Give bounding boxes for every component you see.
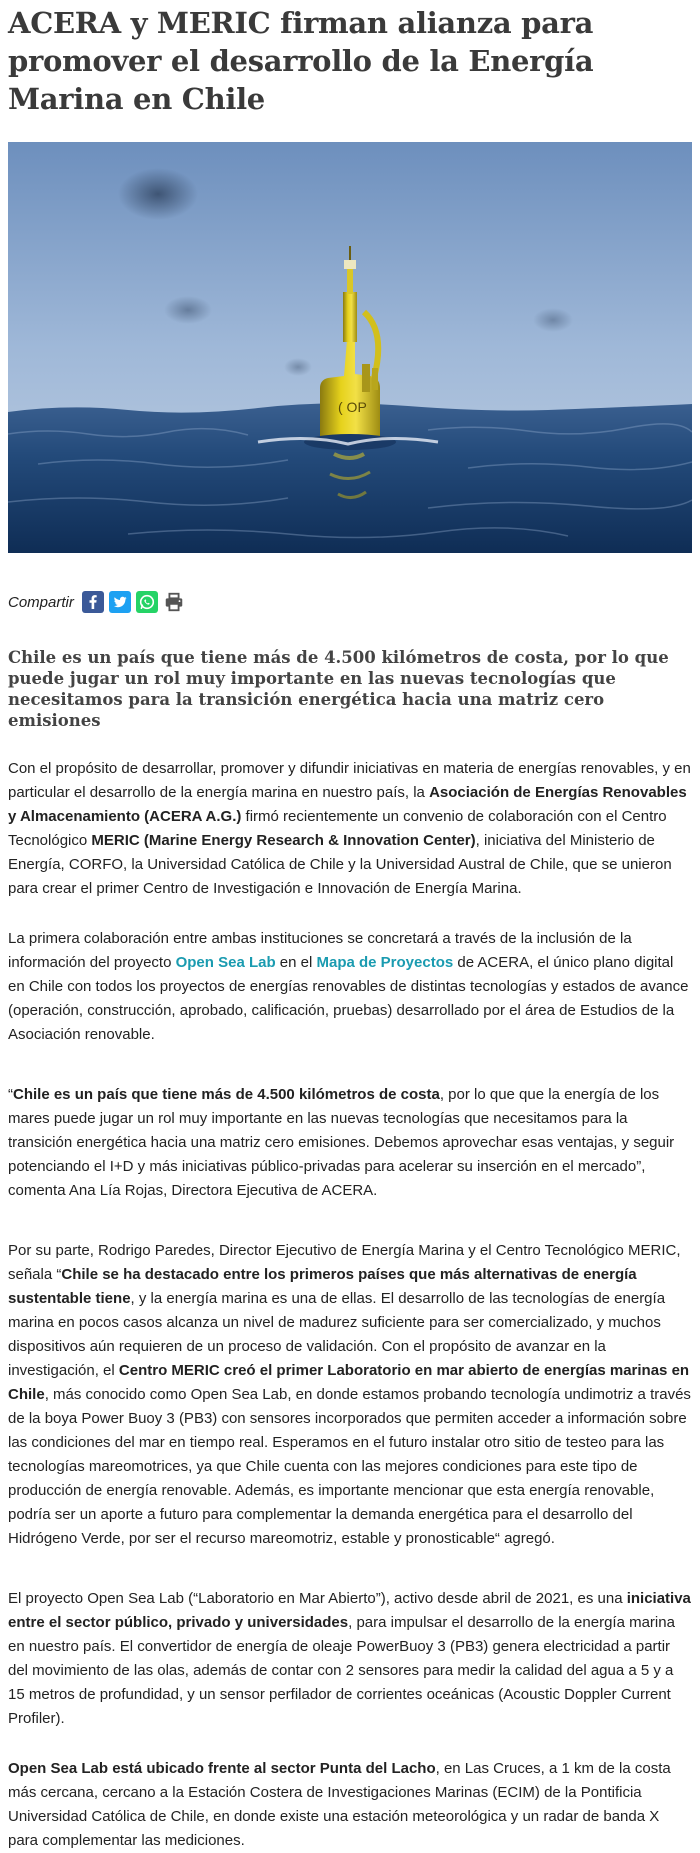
- bold-text: Open Sea Lab está ubicado frente al sector Punta del Lacho: [8, 1760, 436, 1777]
- text-run: firmó recientemente un convenio de colaboración con el Centro Tecnológico: [8, 808, 667, 849]
- article-paragraph: [8, 1587, 692, 1731]
- text-run: La primera colaboración entre ambas instituciones se concretará a través de la inclusión de la información del proyecto: [8, 930, 632, 971]
- bold-text: Centro MERIC creó el primer Laboratorio en mar abierto de energías marinas en Chile: [8, 1362, 690, 1403]
- article-paragraph: [8, 1083, 692, 1203]
- article-paragraph: [8, 927, 692, 1047]
- text-run: , en Las Cruces, a 1 km de la costa más cercana, cercano a la Estación Costera de Investigaciones Marinas (ECIM) de la Pontificia Universidad Católica de Chile, en donde existe una estación meteorológica y un radar de banda X para complementar las mediciones.: [8, 1760, 671, 1849]
- bold-text: Chile se ha destacado entre los primeros países que más alternativas de energía sustentable tiene: [8, 1266, 637, 1307]
- text-run: de ACERA, el único plano digital en Chile con todos los proyectos de energías renovables de distintas tecnologías y estados de avance (operación, construcción, aprobado, calificación, pruebas) desarrollado por el área de Estudios de la Asociación renovable.: [8, 954, 689, 1043]
- article-title: ACERA y MERIC firman alianza para promover el desarrollo de la Energía Marina en Chile: [8, 6, 594, 116]
- text-run: , iniciativa del Ministerio de Energía, CORFO, la Universidad Católica de Chile y la Universidad Austral de Chile, que se unieron para crear el primer Centro de Investigación e Innovación de Energía Marina.: [8, 832, 672, 897]
- bold-text: iniciativa entre el sector público, privado y universidades: [8, 1590, 691, 1631]
- hero-image-buoy: [8, 142, 692, 553]
- svg-text:( OP: ( OP: [338, 399, 367, 415]
- text-run: , más conocido como Open Sea Lab, en donde estamos probando tecnología undimotriz a través de la boya Power Buoy 3 (PB3) con sensores incorporados que permiten acceder a información sobre las condiciones del mar en tiempo real. Esperamos en el futuro instalar otro sitio de testeo para las tecnologías mareomotrices, ya que Chile cuenta con las mejores condiciones para este tipo de producción de energía renovable. Además, es importante mencionar que esta energía renovable, podría ser un aporte a futuro para complementar la demanda energética para el desarrollo del Hidrógeno Verde, por ser el recurso mareomotriz, estable y pronosticable“ agregó.: [8, 1386, 691, 1547]
- text-run: “: [8, 1086, 13, 1103]
- text-run: Con el propósito de desarrollar, promover y difundir iniciativas en materia de energías renovables, y en particular el desarrollo de la energía marina en nuestro país, la: [8, 760, 691, 801]
- text-run: Por su parte, Rodrigo Paredes, Director Ejecutivo de Energía Marina y el Centro Tecnológico MERIC, señala “: [8, 1242, 681, 1283]
- text-run: en el: [275, 954, 317, 971]
- bold-text: MERIC (Marine Energy Research & Innovation Center): [91, 832, 476, 849]
- text-run: , y la energía marina es una de ellas. El desarrollo de las tecnologías de energía marina en pocos casos alcanza un nivel de madurez suficiente para ser comercializado, y muchos dispositivos aún requieren de un proceso de validación. Con el propósito de avanzar en la investigación, el: [8, 1290, 666, 1379]
- print-icon[interactable]: [163, 591, 185, 613]
- whatsapp-icon[interactable]: [136, 591, 158, 613]
- text-run: El proyecto Open Sea Lab (“Laboratorio en Mar Abierto”), activo desde abril de 2021, es una: [8, 1590, 627, 1607]
- bold-text: Chile es un país que tiene más de 4.500 kilómetros de costa: [13, 1086, 440, 1103]
- inline-link[interactable]: Open Sea Lab: [175, 954, 276, 971]
- article-paragraph: [8, 757, 692, 901]
- share-label: Compartir: [8, 593, 74, 611]
- article-body: [0, 757, 700, 1853]
- text-run: , para impulsar el desarrollo de la energía marina en nuestro país. El convertidor de energía de oleaje PowerBuoy 3 (PB3) genera electricidad a partir del movimiento de las olas, además de contar con 2 sensores para medir la calidad del agua a 5 y a 15 metros de profundidad, y un sensor perfilador de corrientes oceánicas (Acoustic Doppler Current Profiler).: [8, 1614, 675, 1727]
- text-run: , por lo que que la energía de los mares puede jugar un rol muy importante en las nuevas tecnologías que necesitamos para la transición energética hacia una matriz cero emisiones. Debemos aprovechar esas ventajas, y seguir potenciando el I+D y más iniciativas público-privadas para acelerar su inserción en el mercado”, comenta Ana Lía Rojas, Directora Ejecutiva de ACERA.: [8, 1086, 675, 1199]
- facebook-icon[interactable]: [82, 591, 104, 613]
- twitter-icon[interactable]: [109, 591, 131, 613]
- inline-link[interactable]: Mapa de Proyectos: [316, 954, 454, 971]
- article-paragraph: [8, 1757, 692, 1853]
- bold-text: Asociación de Energías Renovables y Almacenamiento (ACERA A.G.): [8, 784, 687, 825]
- article-lead: Chile es un país que tiene más de 4.500 kilómetros de costa, por lo que puede jugar un rol muy importante en las nuevas tecnologías que necesitamos para la transición energética hacia una matriz cero emisiones: [8, 648, 669, 730]
- share-bar: [8, 587, 692, 617]
- article-paragraph: [8, 1239, 692, 1551]
